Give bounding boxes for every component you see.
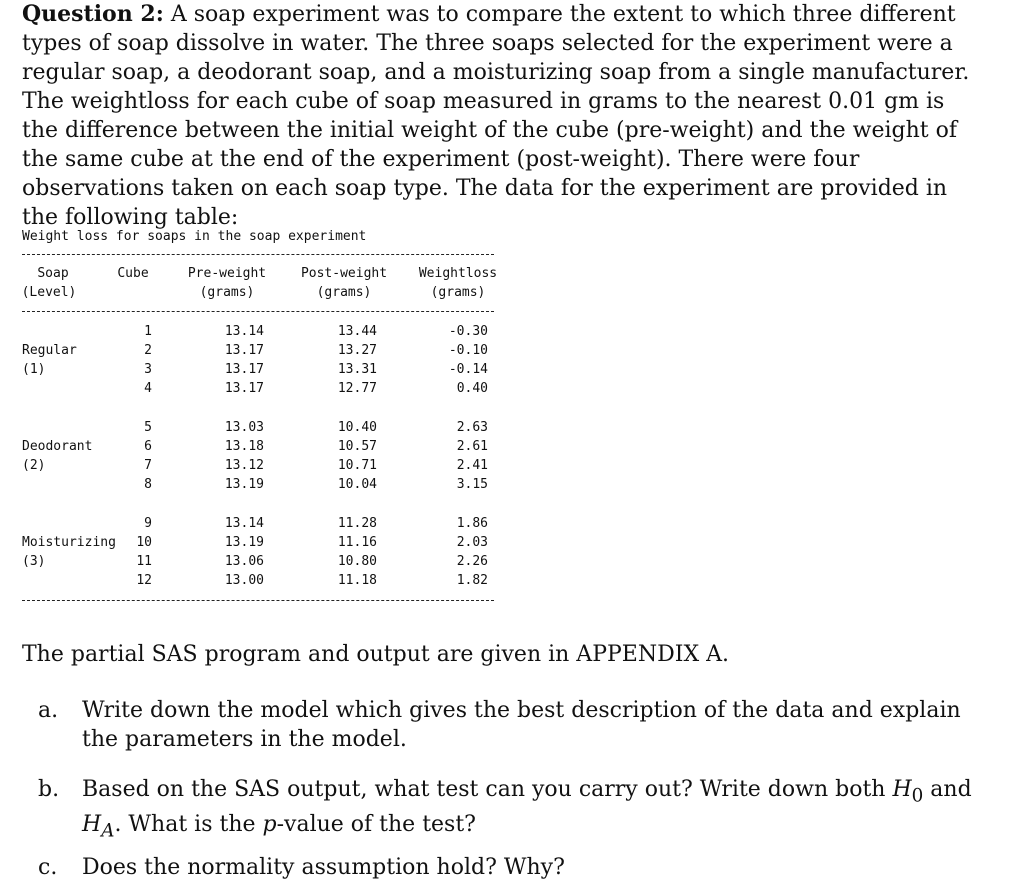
cube-cell: 5	[144, 420, 152, 435]
question-b-letter: b.	[38, 777, 60, 802]
question-b-text-part2: . What is the	[114, 812, 263, 838]
question-a	[0, 696, 1000, 756]
pre-weight-cell: 13.00	[224, 573, 264, 588]
group-name-moisturizing: Moisturizing	[22, 535, 116, 550]
post-weight-cell: 10.04	[337, 477, 377, 492]
pre-weight-cell: 13.12	[224, 458, 264, 473]
question-b-text-part1: Based on the SAS output, what test can you carry out? Write down both	[82, 777, 893, 802]
post-weight-cell: 10.40	[337, 420, 377, 435]
group-name-deodorant: Deodorant	[22, 439, 93, 454]
header-level: (Level)	[21, 285, 77, 300]
question-c-letter: c.	[38, 855, 58, 880]
question-c-text: Does the normality assumption hold? Why?	[82, 855, 565, 880]
question-b	[0, 775, 1000, 842]
header-cube: Cube	[117, 266, 149, 281]
weightloss-cell: 1.86	[456, 516, 488, 531]
p-symbol: p	[262, 812, 277, 838]
pre-weight-cell: 13.14	[224, 516, 264, 531]
pre-weight-cell: 13.19	[224, 535, 264, 550]
cube-cell: 7	[144, 458, 152, 473]
group-level-moisturizing: (3)	[22, 554, 46, 569]
header-weightloss: Weightloss	[418, 266, 498, 281]
weightloss-cell: 2.41	[456, 458, 488, 473]
cube-cell: 6	[144, 439, 152, 454]
post-weight-cell: 11.16	[337, 535, 377, 550]
h0-subscript: 0	[911, 785, 924, 807]
post-weight-cell: 13.44	[337, 324, 377, 339]
header-post-weight: Post-weight	[300, 266, 388, 281]
table-title: Weight loss for soaps in the soap experiment	[22, 229, 367, 244]
question-label: Question 2:	[22, 1, 164, 27]
question-c	[0, 853, 1000, 883]
header-soap: Soap	[37, 266, 69, 281]
cube-cell: 4	[144, 381, 152, 396]
post-weight-cell: 11.18	[337, 573, 377, 588]
post-weight-cell: 10.71	[337, 458, 377, 473]
question-a-text: Write down the model which gives the best description of the data and explain the parameters in the model.	[82, 698, 961, 752]
weightloss-cell: -0.30	[448, 324, 488, 339]
question-b-text	[82, 775, 972, 846]
weightloss-cell: 1.82	[456, 573, 488, 588]
pre-weight-cell: 13.06	[224, 554, 264, 569]
group-level-regular: (1)	[22, 362, 46, 377]
pre-weight-cell: 13.17	[224, 343, 264, 358]
weightloss-cell: 2.03	[456, 535, 488, 550]
question-a-letter: a.	[38, 698, 59, 723]
table-rule-top	[22, 254, 494, 255]
weightloss-cell: 3.15	[456, 477, 488, 492]
post-weight-cell: 12.77	[337, 381, 377, 396]
ha-subscript	[101, 821, 114, 842]
ha-subscript-letter: A	[101, 820, 115, 842]
post-weight-cell: 10.57	[337, 439, 377, 454]
appendix-note: The partial SAS program and output are given in APPENDIX A.	[22, 642, 729, 667]
cube-cell: 9	[144, 516, 152, 531]
question-b-text-part3: -value of the test?	[276, 812, 476, 838]
cube-cell: 12	[136, 573, 152, 588]
weightloss-cell: 0.40	[456, 381, 488, 396]
post-weight-cell: 13.27	[337, 343, 377, 358]
pre-weight-cell: 13.17	[224, 362, 264, 377]
group-level-deodorant: (2)	[22, 458, 46, 473]
weightloss-cell: -0.14	[448, 362, 488, 377]
group-name-regular: Regular	[22, 343, 77, 358]
h0-symbol	[892, 777, 911, 802]
pre-weight-cell: 13.19	[224, 477, 264, 492]
weightloss-cell: 2.61	[456, 439, 488, 454]
question-b-and: and	[923, 777, 972, 802]
weightloss-cell: -0.10	[448, 343, 488, 358]
question-intro	[22, 0, 982, 232]
post-weight-cell: 10.80	[337, 554, 377, 569]
ha-letter: H	[82, 812, 102, 838]
table-rule-bottom	[22, 600, 494, 601]
cube-cell: 1	[144, 324, 152, 339]
pre-weight-cell: 13.17	[224, 381, 264, 396]
pre-weight-cell: 13.03	[224, 420, 264, 435]
cube-cell: 2	[144, 343, 152, 358]
cube-cell: 10	[136, 535, 152, 550]
cube-cell: 11	[136, 554, 152, 569]
weightloss-cell: 2.26	[456, 554, 488, 569]
weightloss-cell: 2.63	[456, 420, 488, 435]
pre-weight-cell: 13.18	[224, 439, 264, 454]
post-weight-cell: 11.28	[337, 516, 377, 531]
question-text: A soap experiment was to compare the extent to which three different types of soap dissolve in water. The three soaps selected for the experiment were a regular soap, a deodorant soap, and a moisturizing soap from a single manufacturer. The weightloss for each cube of soap measured in grams to the nearest 0.01 gm is the difference between the initial weight of the cube (pre-weight) and the weight of the same cube at the end of the experiment (post-weight). There were four observations taken on each soap type. The data for the experiment are provided in the following table:	[22, 2, 970, 230]
header-loss-unit: (grams)	[430, 285, 486, 300]
header-pre-weight: Pre-weight	[187, 266, 267, 281]
h0-letter: H	[892, 777, 912, 802]
header-post-unit: (grams)	[316, 285, 372, 300]
header-pre-unit: (grams)	[199, 285, 255, 300]
cube-cell: 3	[144, 362, 152, 377]
table-rule-header	[22, 311, 494, 312]
pre-weight-cell: 13.14	[224, 324, 264, 339]
cube-cell: 8	[144, 477, 152, 492]
ha-symbol	[82, 812, 101, 837]
post-weight-cell: 13.31	[337, 362, 377, 377]
